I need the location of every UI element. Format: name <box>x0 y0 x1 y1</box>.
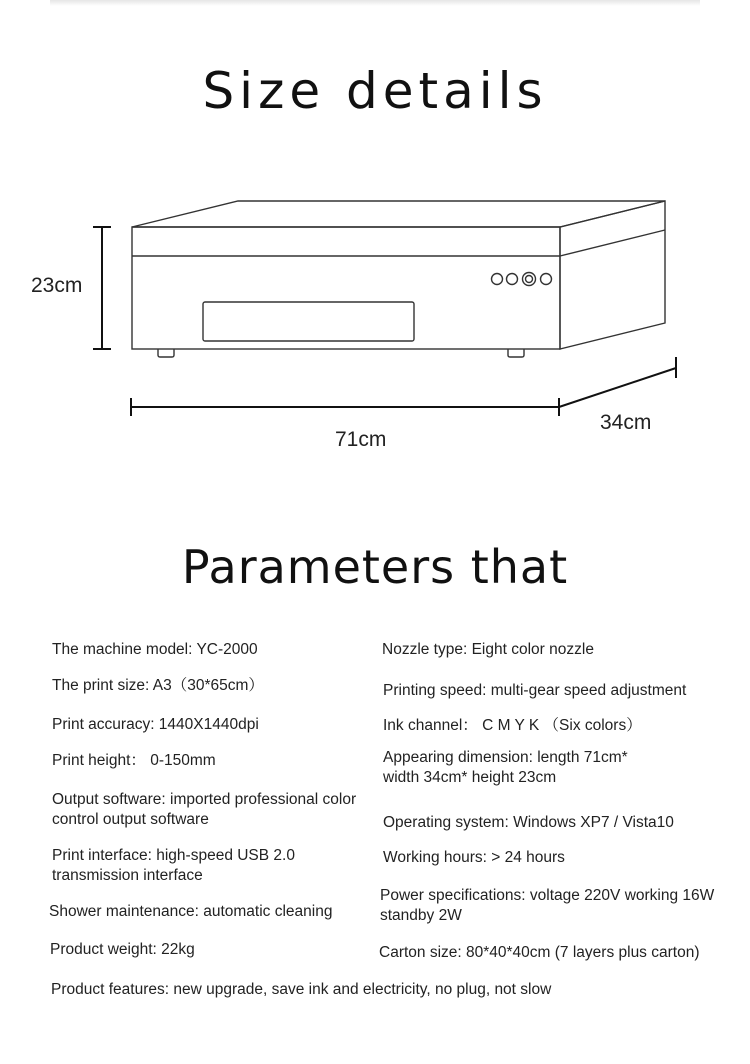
param-appearing-dimension-line2: width 34cm* height 23cm <box>383 769 557 786</box>
param-print-interface-line1: Print interface: high-speed USB 2.0 <box>52 847 295 864</box>
length-label: 71cm <box>335 428 387 451</box>
param-output-software-line2: control output software <box>52 811 209 828</box>
param-appearing-dimension-line1: Appearing dimension: length 71cm* <box>383 749 628 766</box>
printer-lid-side-line <box>560 230 665 256</box>
printer-button-3 <box>523 273 536 286</box>
param-operating-system: Operating system: Windows XP7 / Vista10 <box>383 814 674 831</box>
printer-foot-right <box>508 349 524 357</box>
top-shadow <box>50 0 700 6</box>
width-dimension-line <box>559 368 676 407</box>
param-nozzle-type: Nozzle type: Eight color nozzle <box>382 641 594 658</box>
param-product-features: Product features: new upgrade, save ink and electricity, no plug, not slow <box>51 981 552 998</box>
printer-foot-left <box>158 349 174 357</box>
printer-button-3-inner <box>526 276 533 283</box>
param-output-software <box>52 790 356 830</box>
printer-side-face <box>560 201 665 349</box>
param-output-software-line1: Output software: imported professional color <box>52 791 357 808</box>
printer-button-1 <box>492 274 503 285</box>
param-printing-speed: Printing speed: multi-gear speed adjustment <box>383 682 687 699</box>
param-product-weight: Product weight: 22kg <box>50 941 195 958</box>
param-carton-size: Carton size: 80*40*40cm (7 layers plus carton) <box>379 944 700 961</box>
param-print-size: The print size: A3（30*65cm） <box>52 677 264 694</box>
height-label: 23cm <box>31 274 83 297</box>
param-print-interface <box>52 846 295 886</box>
size-details-heading: Size details <box>202 62 548 120</box>
printer-button-2 <box>507 274 518 285</box>
printer-front-window <box>203 302 414 341</box>
param-ink-channel: Ink channel： C M Y K （Six colors） <box>383 717 642 734</box>
printer-button-4 <box>541 274 552 285</box>
param-shower-maintenance: Shower maintenance: automatic cleaning <box>49 903 333 920</box>
printer-dimension-diagram <box>0 180 750 470</box>
param-print-accuracy: Print accuracy: 1440X1440dpi <box>52 716 259 733</box>
param-appearing-dimension <box>383 748 628 788</box>
param-print-height: Print height： 0-150mm <box>52 752 216 769</box>
printer-front-face <box>132 227 560 349</box>
param-working-hours: Working hours: > 24 hours <box>383 849 565 866</box>
printer-outline <box>132 201 665 357</box>
parameters-heading: Parameters that <box>181 540 569 594</box>
param-power-line2: standby 2W <box>380 907 462 924</box>
param-print-interface-line2: transmission interface <box>52 867 203 884</box>
param-machine-model: The machine model: YC-2000 <box>52 641 258 658</box>
printer-top-face <box>132 201 665 227</box>
param-power-line1: Power specifications: voltage 220V working 16W <box>380 887 715 904</box>
param-power-specifications <box>380 886 714 926</box>
width-label: 34cm <box>600 411 652 434</box>
